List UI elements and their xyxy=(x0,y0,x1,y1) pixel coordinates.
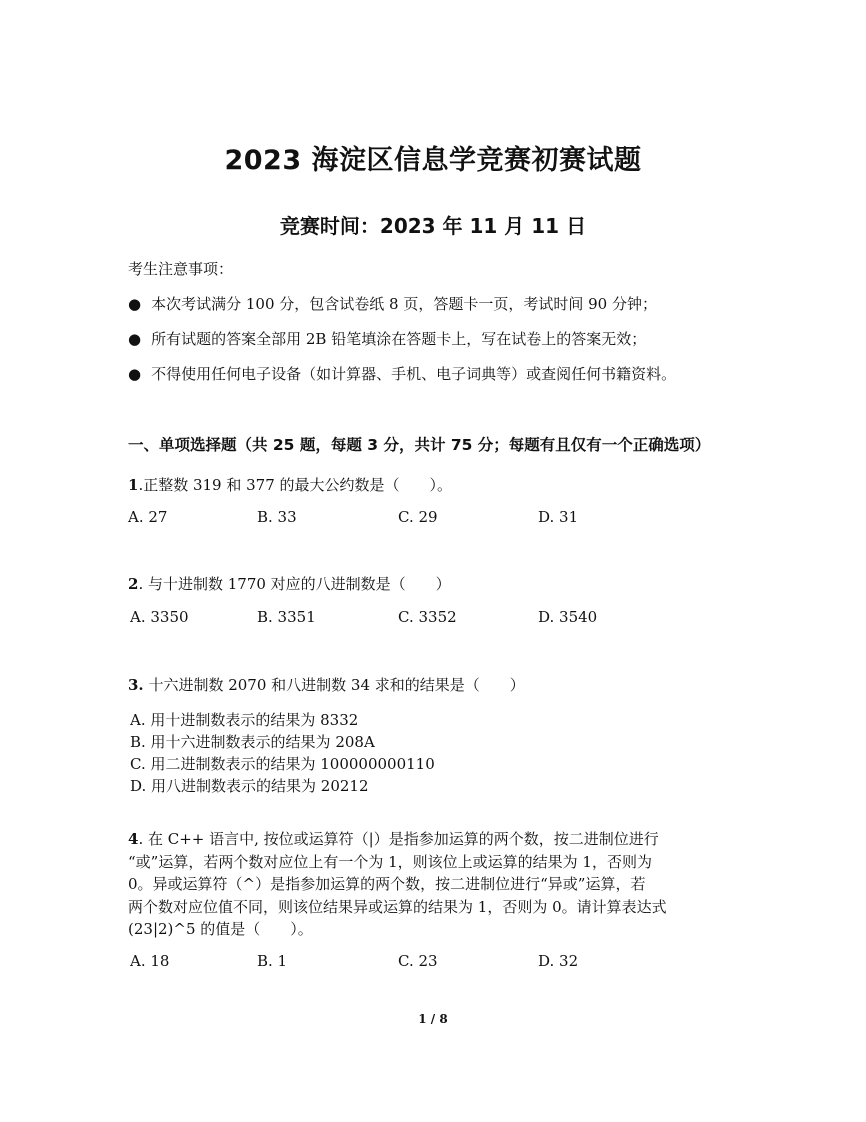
question-line: 两个数对应位值不同，则该位结果异或运算的结果为 1，否则为 0。请计算表达式 xyxy=(128,897,667,916)
question-line: 0。异或运算符（^）是指参加运算的两个数，按二进制位进行“异或”运算，若 xyxy=(128,875,646,893)
question-2 xyxy=(128,573,451,594)
question-text: .正整数 319 和 377 的最大公约数是（ ）。 xyxy=(138,476,453,494)
option-a: A. 用十进制数表示的结果为 8332 xyxy=(130,711,359,729)
question-number: 1 xyxy=(128,476,139,494)
section-heading: 一、单项选择题（共 25 题，每题 3 分，共计 75 分；每题有且仅有一个正确选项） xyxy=(128,436,711,454)
question-number: 2 xyxy=(128,575,139,593)
note-text: 不得使用任何电子设备（如计算器、手机、电子词典等）或查阅任何书籍资料。 xyxy=(151,365,677,383)
question-text: . 在 C++ 语言中, 按位或运算符（|）是指参加运算的两个数，按二进制位进行 xyxy=(138,830,659,848)
option-b: B. 3351 xyxy=(257,608,316,626)
question-text: . 与十进制数 1770 对应的八进制数是（ ） xyxy=(138,575,451,593)
option-d: D. 用八进制数表示的结果为 20212 xyxy=(130,777,369,795)
option-c: C. 用二进制数表示的结果为 100000000110 xyxy=(130,755,435,773)
question-4 xyxy=(128,828,748,941)
option-a: A. 3350 xyxy=(130,608,189,626)
bullet-icon: ● xyxy=(128,294,142,313)
option-b: B. 1 xyxy=(257,952,288,970)
question-line: “或”运算，若两个数对应位上有一个为 1，则该位上或运算的结果为 1，否则为 xyxy=(128,852,652,871)
option-d: D. 31 xyxy=(538,508,579,526)
notes-heading: 考生注意事项： xyxy=(128,260,234,278)
option-c: C. 29 xyxy=(398,508,438,526)
bullet-icon: ● xyxy=(128,329,142,348)
note-item xyxy=(128,293,657,314)
option-d: D. 3540 xyxy=(538,608,598,626)
page-title: 2023 海淀区信息学竞赛初赛试题 xyxy=(224,145,642,176)
note-text: 本次考试满分 100 分，包含试卷纸 8 页，答题卡一页，考试时间 90 分钟； xyxy=(151,295,657,313)
option-a: A. 27 xyxy=(128,508,168,526)
question-number: 4 xyxy=(128,830,139,848)
question-number: 3. xyxy=(128,676,144,694)
note-text: 所有试题的答案全部用 2B 铅笔填涂在答题卡上，写在试卷上的答案无效； xyxy=(151,330,647,348)
option-c: C. 23 xyxy=(398,952,438,970)
exam-date-subtitle: 竞赛时间：2023 年 11 月 11 日 xyxy=(279,214,587,238)
page-number: 1 / 8 xyxy=(418,1012,448,1026)
option-b: B. 用十六进制数表示的结果为 208A xyxy=(130,733,375,751)
option-c: C. 3352 xyxy=(398,608,457,626)
question-1 xyxy=(128,474,452,495)
note-item xyxy=(128,328,646,349)
option-d: D. 32 xyxy=(538,952,579,970)
question-line xyxy=(128,828,748,851)
option-b: B. 33 xyxy=(257,508,297,526)
option-a: A. 18 xyxy=(130,952,170,970)
question-3 xyxy=(128,674,525,695)
question-text: 十六进制数 2070 和八进制数 34 求和的结果是（ ） xyxy=(143,676,525,694)
question-line: (23|2)^5 的值是（ ）。 xyxy=(128,920,313,938)
bullet-icon: ● xyxy=(128,364,142,383)
note-item xyxy=(128,363,676,384)
